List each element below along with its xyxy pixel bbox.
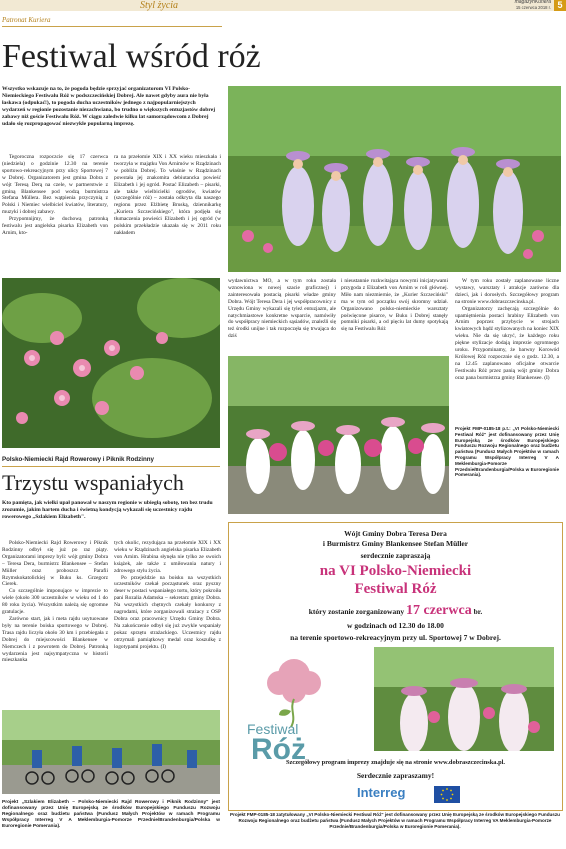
paragraph: Po przejeździe na boisku na wszystkich uczestników czekał począstunek oraz pyszny deser w postaci wspaniałego tortu, który pokroiła pani Rozalia Adamska – sekretarz gminy Dobra. Na wszystkich chętnych czekały konkursy z nagrodami, które zorganizowali strażacy z OSP Dobra oraz pracownicy Urzędu Gminy Dobra. Na zakończenie odbył się już zwykle wspaniały pokaz sprzętu strażackiego. Uczestnicy rajdu otrzymali pamiątkowy medal oraz koszulkę z logotypami projektu. (I)	[114, 574, 221, 650]
rally-body-col2	[114, 540, 221, 706]
page-number: 5	[554, 0, 566, 11]
article-title: Festiwal wśród róż	[2, 38, 261, 75]
festival-ad	[228, 522, 563, 811]
ad-rose-ladies-photo	[374, 647, 554, 751]
rally-kicker-rule	[2, 466, 220, 467]
ad-place: na terenie sportowo-rekreacyjnym przy ul. Sportowej 7 w Dobrej.	[290, 633, 501, 642]
ad-invite: serdecznie zapraszają	[360, 551, 431, 560]
kicker-rule	[2, 26, 222, 27]
ad-when	[229, 603, 562, 619]
paragraph: ra na przełomie XIX i XX wieku mieszkała i tworzyła w majątku Von Arnimów w Rządzinach w pobliżu Dobrej. To właśnie w Rządzinach powstała jej znakomita debiutancka powieść Elizabeth i jej ogród. Postać Elizabeth – pisarki, ale także wielbicielki ogrodów, kwiatów (szczególnie róż) – została odkryta dla naszego regionu przez Elżbietę Bruską, dziennikarkę „Kuriera Szczecińskiego", która podjęła się tłumaczenia powieści Elizabeth i jej ogród (w polskim przekładzie ukazała się w 2011 roku nakładem	[114, 154, 221, 236]
magazine-name: magazynKuriera	[514, 0, 551, 5]
paragraph: Zarówno start, jak i meta rajdu usytuowane były na terenie boiska sportowego w Dobrej. Trasa rajdu liczyła około 30 km i przebiegała z Dobrej do miejscowości Blankensee w Niemczech i z powrotem do Dobrej. Patronką wydarzenia jest najsympatyczna w historii mieszkanka	[2, 615, 108, 664]
rose-flowers-photo	[2, 278, 220, 448]
ad-welcome: Serdecznie zapraszamy!	[356, 771, 435, 780]
ad-when-year: br.	[473, 607, 483, 616]
parade-photo	[228, 356, 449, 514]
article-body-col4	[341, 278, 448, 350]
logo-word1: Festiwal	[247, 721, 299, 737]
ad-event-line1: na VI Polsko-Niemiecki	[319, 563, 472, 579]
paragraph: W tym roku zostały zaplanowane liczne wystawy, warsztaty i atrakcje zarówno dla dzieci, jak i dorosłych. Szczegółowy program na stronie www.dobraszczecinska.pl.	[455, 278, 559, 305]
article-body-col2	[114, 154, 221, 272]
top-band	[0, 0, 566, 11]
section-title: Styl życia	[140, 0, 179, 11]
article1-funding-note: Projekt FMP-0185-18 p.t.: „VI Polsko-Niemiecki Festiwal Róż" jest dofinansowany przez Unię Europejską ze środków Europejskiego Funduszu Rozwoju Regionalnego oraz budżetu państwa (Fundusz Małych Projektów w ramach Programu Współpracy Interreg V A Meklemburgia-Pomorze Przednie/Brandenburgia/Polska w Euroregionie Pomerania).	[455, 426, 559, 478]
eu-flag-icon	[434, 786, 460, 803]
ad-hours: w godzinach od 12.30 do 18.00	[347, 621, 444, 630]
paragraph: Tegoroczna rozpoczcie się 17 czerwca (niedziela) o godzinie 12.30 na terenie sportowo-rekreacyjnym przy ulicy Sportowej 7 w Dobrej. Organizatorem jest gmina Dobra z wójt Teresą Derą na czele, w partnerstwie z gminą Blankensee pod wodzą burmistrza Stefana Müllera. Bez wątpienia przyczynią z Polski i Niemiec wielbiciel kwiatów, literatury, muzyki i dobrej zabawy.	[2, 154, 108, 216]
rally-lead: Kto pamięta, jak wielki upał panował w naszym regionie w ubiegłą sobotę, ten bez trudu zrozumie, jakim hartem ducha i świetną kondycją wykazali się uczestnicy rajdu rowerowego „Szlakiem Elizabeth".	[2, 500, 213, 520]
article-body-col1	[2, 154, 108, 272]
festival-rose-logo	[239, 647, 349, 769]
ad-funding-note: Projekt FMP-0185-18 zatytułowany „VI Polsko-Niemiecki Festiwal Róż" jest dofinansowany przez Unię Europejską ze środków Europejskiego Funduszu Rozwoju Regionalnego oraz budżetu państwa (Fundusz Małych Projektów w ramach Programu Współpracy Interreg VA Meklemburgia-Pomorze Przednie/Brandenburgia/Polska w Euroregionie Pomerania).	[230, 812, 560, 829]
rally-body-col1	[2, 540, 108, 706]
rose-queens-photo	[228, 86, 561, 272]
interreg-logo: Interreg	[357, 785, 406, 800]
rally-title: Trzystu wspaniałych	[2, 470, 184, 495]
article-body-col5	[455, 278, 559, 422]
magazine-header	[493, 0, 551, 10]
kicker: Patronat Kuriera	[2, 16, 51, 24]
article-lead: Wszystko wskazuje na to, że pogoda będzie sprzyjać organizatorom VI Polsko-Niemieckiego Festiwalu Róż w podszczecińskiej Dobrej. Ale nawet gdyby aura nie była łaskawa (odpukać!), to pogoda ducha uczestników jednego z najpopularniejszych wydarzeń w regionie pozostanie niezachwiana, bo trudno o większych entuzjastów dobrej zabawy niż goście Festiwalu Róż. W ciągu zaledwie kilku lat samorządowcom z Dobrej udało się rozpropagować niezwykle popularną imprezę.	[2, 86, 216, 127]
ad-inviters: Wójt Gminy Dobra Teresa Dera i Burmistrz Gminy Blankensee Stefan Müller	[322, 529, 469, 548]
ad-event-line2: Festiwal Róż	[354, 581, 437, 597]
logo-word2: Róż	[251, 733, 306, 766]
cyclists-photo	[2, 710, 220, 794]
ad-when-date: 17 czerwca	[406, 603, 472, 618]
article-body-col3	[228, 278, 336, 350]
rally-kicker: Polsko-Niemiecki Rajd Rowerowy i Piknik Rodzinny	[2, 456, 154, 463]
rally-funding-note: Projekt „Szlakiem Elizabeth – Polsko-Niemiecki Rajd Rowerowy i Piknik Rodzinny" jest dofinansowany przez Unię Europejską ze środków Europejskiego Funduszu Rozwoju Regionalnego oraz budżetu państwa (Fundusz Małych Projektów w ramach Programu Współpracy Interreg V A Meklemburgia-Pomorze Przednie/Brandenburgia/Polska w Euroregionie Pomerania).	[2, 800, 220, 829]
paragraph: Przypomnijmy, że duchową patronką festiwalu jest angielska pisarka Elizabeth von Arnim, kto-	[2, 216, 108, 236]
paragraph: i nieustannie rozkwitająca nowymi inicjatywami przygoda z Elizabeth von Arnim w roli głównej. Miło nam niezmiernie, że „Kurier Szczeciński" ma w tym od początku swój skromny udział. Organizowano polsko-niemieckie warsztaty poświęcone pisarce, w Buku i Dobrej stanęły pomniki pisarki, a od pięciu lat dumy spotykają się na Festiwalu Róż	[341, 278, 448, 333]
paragraph: wydawnictwa MO, a w tym roku została wznowiona w nowej szacie graficznej) i zainteresowała postacią pisarki władze gminy Dobra. Wójt Teresa Dera i jej współpracownicy z Urzędu Gminy wykazali się tyleż entuzjazm, ale natychmiastowe konkretne wsparcie, namówiły do współpracy niemieckich sąsiadów, znaleźli się też środki unijne i tak rozpoczęła się trwająca do dziś	[228, 278, 336, 340]
paragraph: Co szczególnie imponujące w imprezie to wiele (około 300 uczestników w wieku od 1 do 80 roku życia). Wszystkim należą się ogromne gratulacje.	[2, 588, 108, 616]
ad-program: Szczegółowy program imprezy znajduje się na stronie www.dobraszczecinska.pl.	[285, 759, 506, 766]
paragraph: Organizatorzy zachęcają szczególnie do upamiętnienia postaci hrabiny Elizabeth von Arnim poprzez przybycie w strojach kwiatowych bądź stylizowanych na koniec XIX wieku. Nie da się ukryć, że każdego roku piękne stylizacje dodają imprezie ogromnego uroku. Przypominamy, że barwny Korowód Królowej Róż rozpocznie się o godz. 12.30, a na 12.45 zaplanowano oficjalne otwarcie Festiwalu Róż przez panią wójt gminy Dobra oraz pana burmistrza gminy Blankensee. (I)	[455, 305, 559, 381]
ad-when-pre: który zostanie zorganizowany	[308, 607, 405, 616]
paragraph: tych okolic, rezydująca na przełomie XIX i XX wieku w Rządzinach angielska pisarka Elizabeth von Arnim. Hrabina słynęła nie tylko ze swoich książek, ale także z umiłowania natury i zdrowego stylu życia.	[114, 540, 221, 574]
issue-date: 15 czerwca 2018 r.	[515, 5, 551, 10]
paragraph: Polsko-Niemiecki Rajd Rowerowy i Piknik Rodzinny odbył się już po raz piąty. Organizatorami imprezy byli: wójt gminy Dobra – Teresa Dera, burmistrz Blankensee – Stefan Müller oraz proboszcz Parafii Rzymskokatolickiej w Buku ks. Grzegorz Cierek.	[2, 540, 108, 588]
